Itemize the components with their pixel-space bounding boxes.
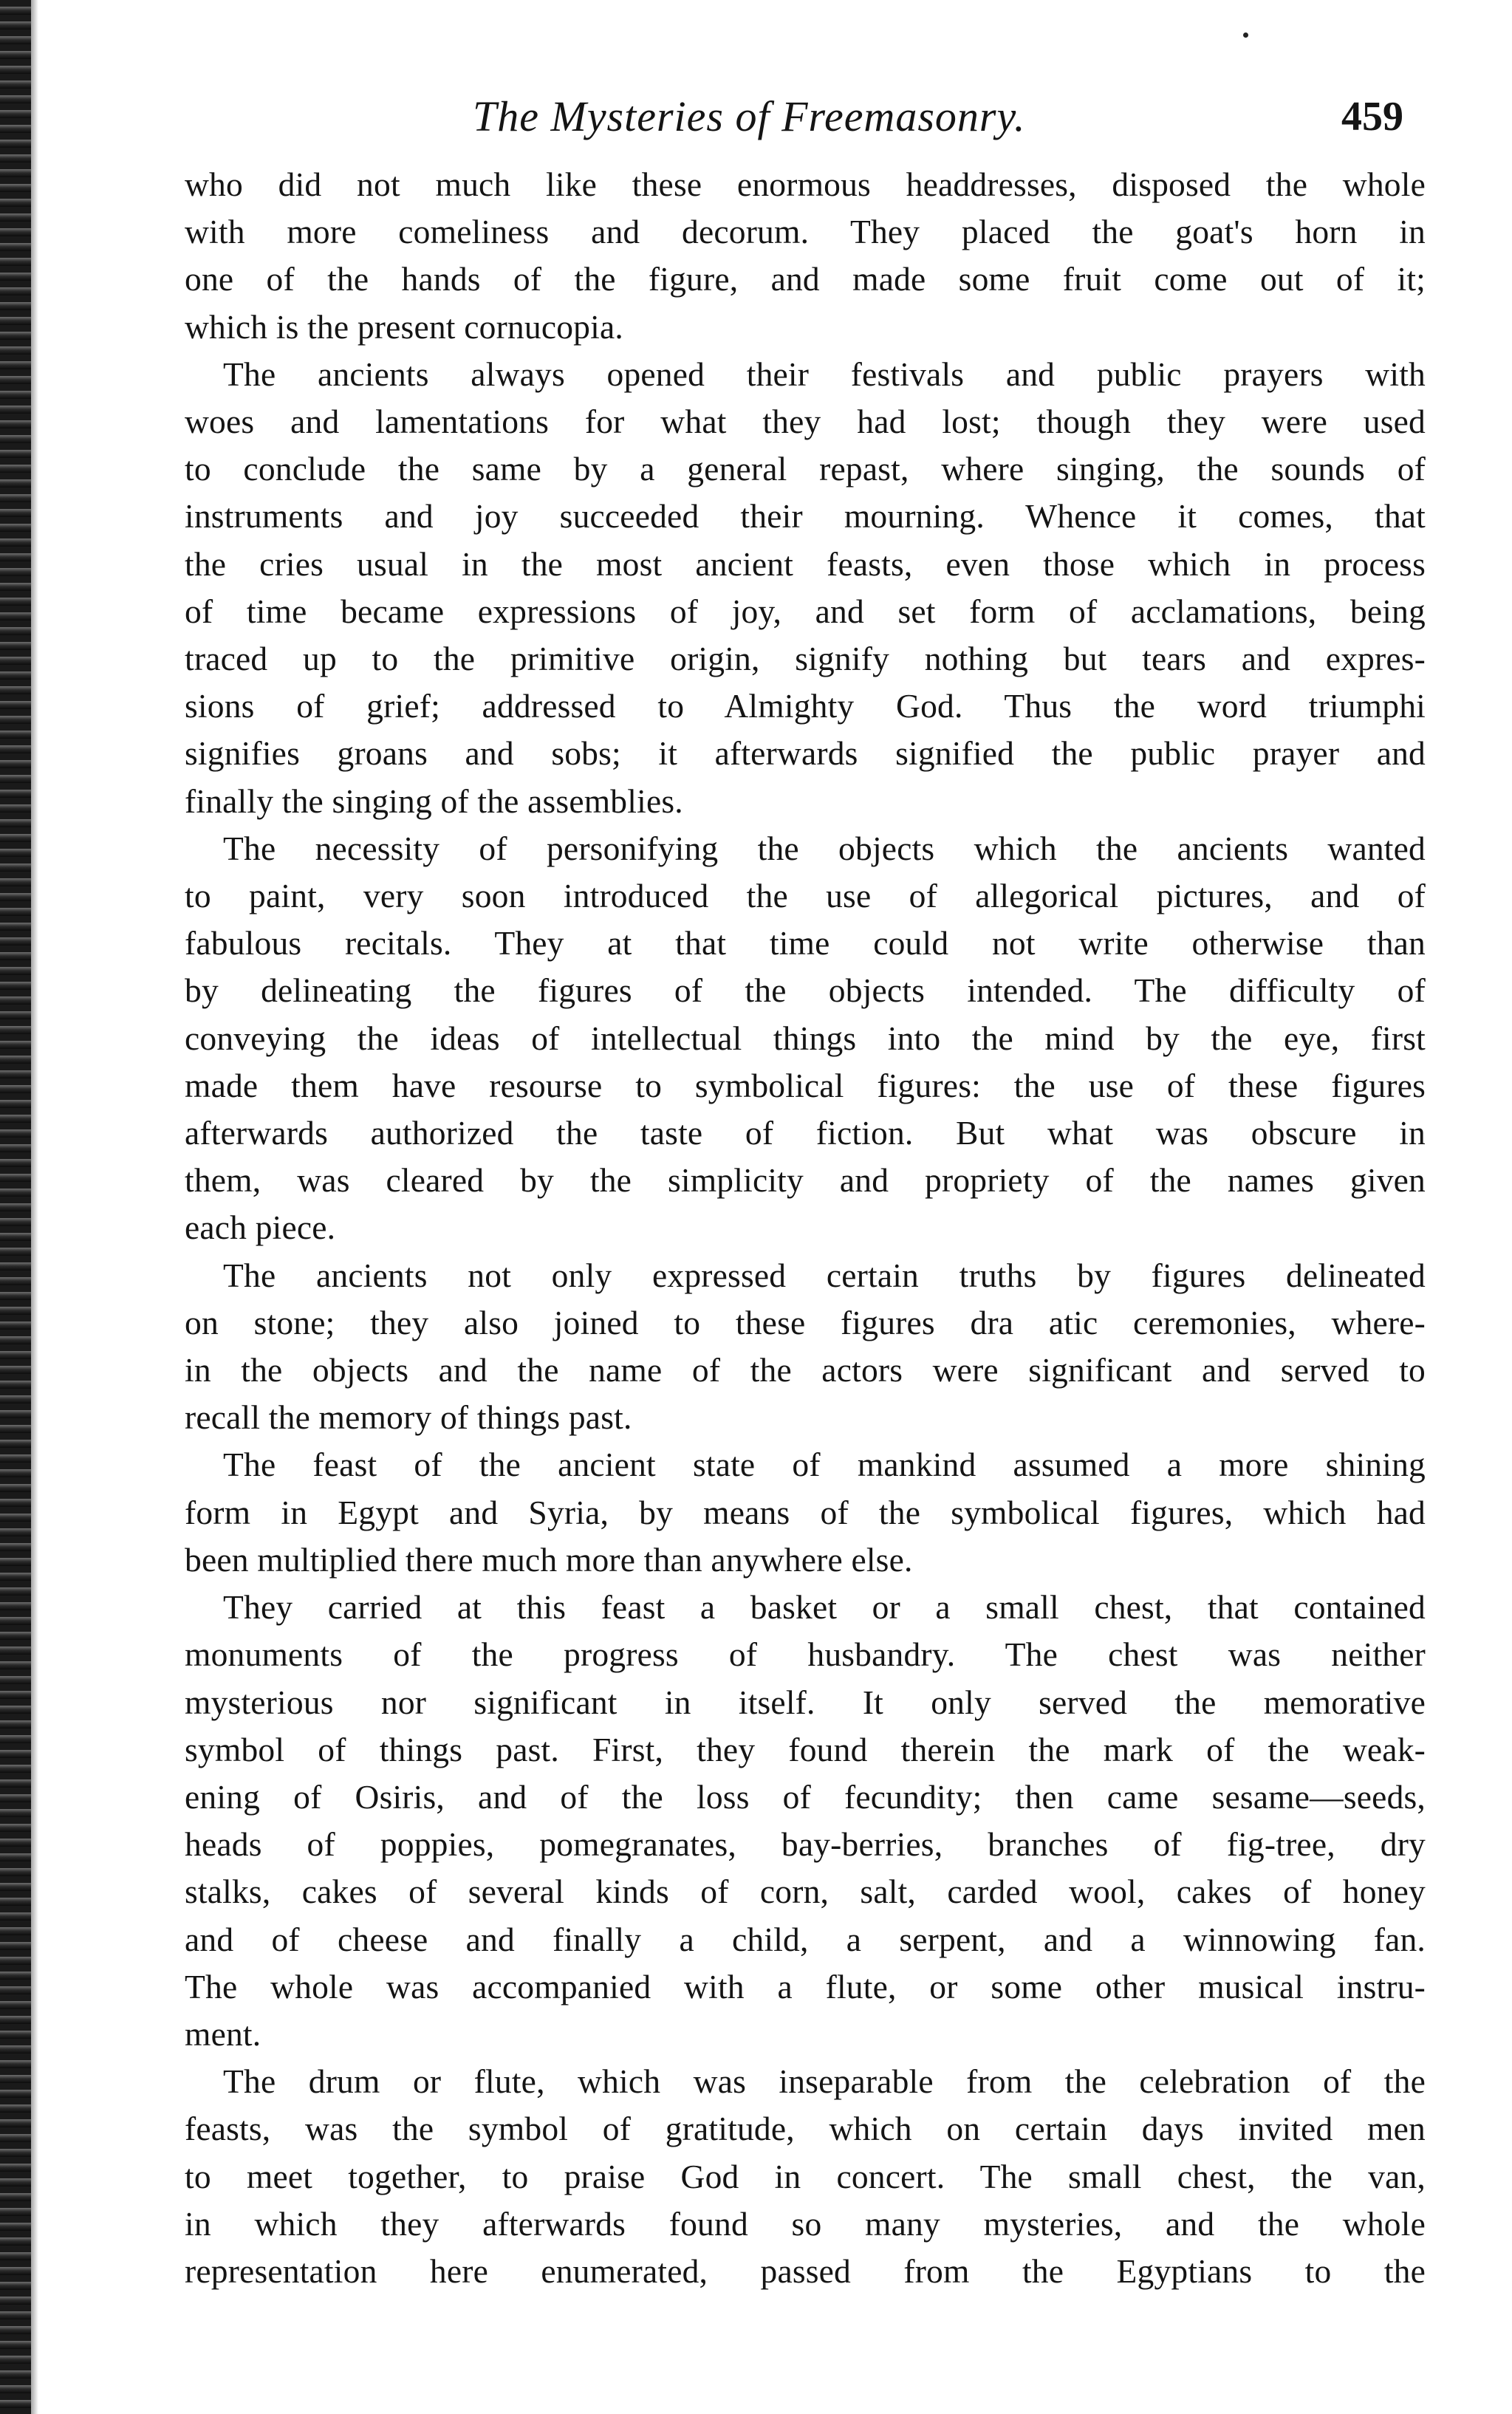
paragraph [185, 161, 1426, 351]
text-line: the cries usual in the most ancient feasts, even those which in process [185, 544, 1426, 583]
text-line: form in Egypt and Syria, by means of the symbolical figures, which had [185, 1493, 1426, 1531]
running-header [185, 87, 1403, 146]
text-line: afterwards authorized the taste of fiction. But what was obscure in [185, 1114, 1426, 1152]
text-line: who did not much like these enormous headdresses, disposed the whole [185, 165, 1426, 203]
paragraph [185, 2058, 1426, 2295]
text-line: been multiplied there much more than anywhere else. [185, 1540, 913, 1579]
text-line: representation here enumerated, passed from the Egyptians to the [185, 2251, 1426, 2290]
text-line: recall the memory of things past. [185, 1398, 632, 1437]
text-line: one of the hands of the figure, and made some fruit come out of it; [185, 260, 1426, 298]
text-line: in the objects and the name of the actors were significant and served to [185, 1351, 1426, 1389]
text-line: The whole was accompanied with a flute, or some other musical instru- [185, 1967, 1426, 2006]
text-line: stalks, cakes of several kinds of corn, salt, carded wool, cakes of honey [185, 1873, 1426, 1911]
text-line: of time became expressions of joy, and set form of acclamations, being [185, 592, 1426, 630]
ink-speck [1243, 33, 1248, 38]
text-line: to paint, very soon introduced the use of allegorical pictures, and of [185, 877, 1426, 915]
paragraph [185, 1441, 1426, 1584]
page-number: 459 [1341, 94, 1403, 140]
text-line: to conclude the same by a general repast, where singing, the sounds of [185, 450, 1426, 488]
text-line: The necessity of personifying the objects which the ancients wanted [223, 829, 1426, 867]
text-line: symbol of things past. First, they found therein the mark of the weak- [185, 1730, 1426, 1768]
text-line: which is the present cornucopia. [185, 307, 623, 346]
text-line: The feast of the ancient state of mankind assumed a more shining [223, 1446, 1426, 1484]
page-body [185, 161, 1426, 2295]
text-line: finally the singing of the assemblies. [185, 782, 683, 820]
text-line: signifies groans and sobs; it afterwards signified the public prayer and [185, 734, 1426, 773]
text-line: sions of grief; addressed to Almighty God. Thus the word triumphi [185, 687, 1426, 725]
text-line: The ancients not only expressed certain truths by figures delineated [223, 1256, 1426, 1294]
text-line: heads of poppies, pomegranates, bay-berries, branches of fig-tree, dry [185, 1825, 1426, 1864]
text-line: them, was cleared by the simplicity and propriety of the names given [185, 1161, 1426, 1200]
text-line: The ancients always opened their festivals and public prayers with [223, 355, 1426, 393]
text-line: They carried at this feast a basket or a small chest, that contained [223, 1588, 1426, 1627]
text-line: to meet together, to praise God in concert. The small chest, the van, [185, 2157, 1426, 2195]
text-line: monuments of the progress of husbandry. The chest was neither [185, 1635, 1426, 1674]
text-line: woes and lamentations for what they had lost; though they were used [185, 403, 1426, 441]
text-line: in which they afterwards found so many mysteries, and the whole [185, 2204, 1426, 2243]
paragraph [185, 825, 1426, 1252]
text-line: by delineating the figures of the objects intended. The difficulty of [185, 971, 1426, 1010]
text-line: ment. [185, 2014, 261, 2053]
text-line: made them have resourse to symbolical figures: the use of these figures [185, 1066, 1426, 1104]
text-line: feasts, was the symbol of gratitude, which on certain days invited men [185, 2110, 1426, 2148]
text-line: each piece. [185, 1208, 336, 1247]
paragraph [185, 351, 1426, 825]
text-line: mysterious nor significant in itself. It only served the memorative [185, 1683, 1426, 1721]
text-line: on stone; they also joined to these figures dra atic ceremonies, where- [185, 1303, 1426, 1341]
text-line: instruments and joy succeeded their mourning. Whence it comes, that [185, 497, 1426, 536]
text-line: and of cheese and finally a child, a serpent, and a winnowing fan. [185, 1920, 1426, 1958]
text-line: The drum or flute, which was inseparable from the celebration of the [223, 2062, 1426, 2101]
text-line: fabulous recitals. They at that time could not write otherwise than [185, 924, 1426, 962]
text-line: conveying the ideas of intellectual things into the mind by the eye, first [185, 1019, 1426, 1057]
text-line: traced up to the primitive origin, signify nothing but tears and expres- [185, 640, 1426, 678]
text-line: ening of Osiris, and of the loss of fecundity; then came sesame—seeds, [185, 1777, 1426, 1816]
book-binding-edge [0, 0, 31, 2414]
text-line: with more comeliness and decorum. They placed the goat's horn in [185, 213, 1426, 251]
paragraph [185, 1584, 1426, 2058]
running-title: The Mysteries of Freemasonry. [473, 92, 1026, 140]
paragraph [185, 1252, 1426, 1442]
